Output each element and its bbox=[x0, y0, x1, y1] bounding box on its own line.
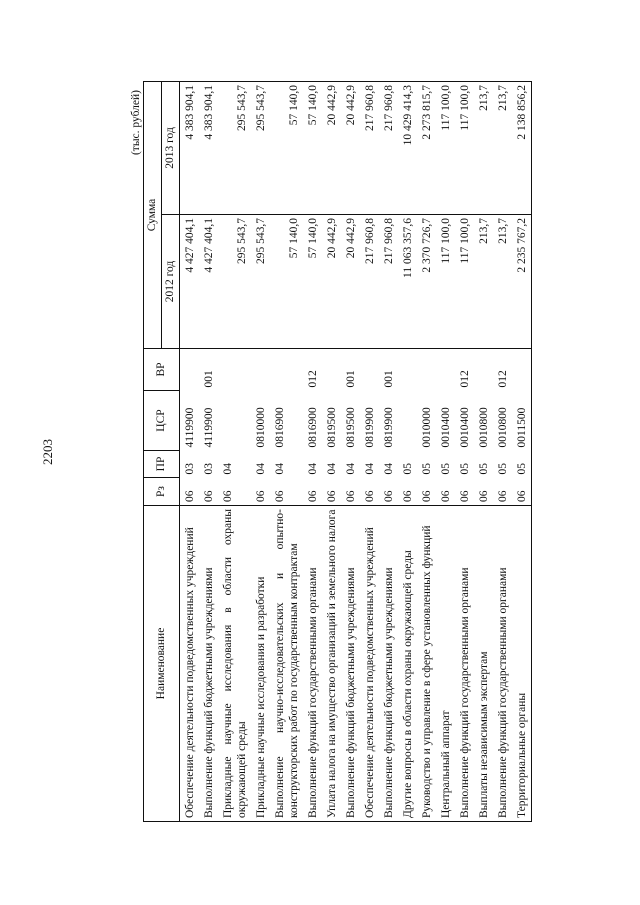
row-sum-2012: 295 543,7 bbox=[218, 215, 251, 349]
row-rz: 06 bbox=[270, 478, 303, 506]
row-sum-2012: 4 427 404,1 bbox=[199, 215, 218, 349]
row-vr: 012 bbox=[303, 349, 322, 391]
row-pr: 04 bbox=[326, 463, 338, 475]
row-sum-2012: 213,7 bbox=[474, 215, 493, 349]
col-header-2013: 2013 год bbox=[162, 81, 180, 214]
table-row bbox=[398, 81, 417, 821]
row-name: Другие вопросы в области охраны окружающей среды bbox=[398, 506, 417, 822]
table-row bbox=[379, 81, 398, 821]
row-rz: 06 bbox=[360, 478, 379, 506]
table-row bbox=[512, 81, 532, 821]
row-vr bbox=[251, 349, 270, 391]
col-header-vr: ВР bbox=[144, 349, 180, 391]
page-number: 2203 bbox=[40, 439, 55, 465]
row-sum-2012: 20 442,9 bbox=[322, 215, 341, 349]
row-vr bbox=[322, 349, 341, 391]
row-sum-2012: 213,7 bbox=[493, 215, 512, 349]
row-pr: 05 bbox=[440, 463, 452, 475]
row-sum-2013: 57 140,0 bbox=[303, 81, 322, 214]
row-name: Территориальные органы bbox=[512, 506, 532, 822]
row-pr: 05 bbox=[497, 463, 509, 475]
row-csr: 0010800 bbox=[497, 407, 509, 448]
table-row bbox=[180, 81, 200, 821]
row-pr: 04 bbox=[345, 463, 357, 475]
table-row bbox=[322, 81, 341, 821]
table-row bbox=[360, 81, 379, 821]
row-name: Выполнение функций бюджетными учреждениями bbox=[341, 506, 360, 822]
row-sum-2013: 217 960,8 bbox=[360, 81, 379, 214]
row-pr: 05 bbox=[459, 463, 471, 475]
row-csr: 0010000 bbox=[421, 407, 433, 448]
table-row bbox=[199, 81, 218, 821]
row-sum-2013: 20 442,9 bbox=[322, 81, 341, 214]
row-sum-2013: 117 100,0 bbox=[436, 81, 455, 214]
row-rz: 06 bbox=[436, 478, 455, 506]
row-sum-2013: 20 442,9 bbox=[341, 81, 360, 214]
row-sum-2012: 295 543,7 bbox=[251, 215, 270, 349]
row-rz: 06 bbox=[199, 478, 218, 506]
row-vr bbox=[512, 349, 532, 391]
row-sum-2013: 117 100,0 bbox=[455, 81, 474, 214]
row-rz: 06 bbox=[180, 478, 200, 506]
row-csr: 0810000 bbox=[255, 407, 267, 448]
budget-table bbox=[143, 81, 532, 822]
row-vr bbox=[218, 349, 251, 391]
row-name: Выполнение функций государственными органами bbox=[455, 506, 474, 822]
row-name: Обеспечение деятельности подведомственных учреждений bbox=[360, 506, 379, 822]
row-csr: 0819900 bbox=[383, 407, 395, 448]
row-vr bbox=[474, 349, 493, 391]
table-row bbox=[455, 81, 474, 821]
row-sum-2012: 117 100,0 bbox=[436, 215, 455, 349]
row-sum-2012: 57 140,0 bbox=[303, 215, 322, 349]
row-sum-2013: 10 429 414,3 bbox=[398, 81, 417, 214]
row-pr: 04 bbox=[255, 463, 267, 475]
row-sum-2012: 20 442,9 bbox=[341, 215, 360, 349]
row-rz: 06 bbox=[455, 478, 474, 506]
row-pr: 05 bbox=[402, 463, 414, 475]
row-rz: 06 bbox=[398, 478, 417, 506]
row-rz: 06 bbox=[303, 478, 322, 506]
row-vr: 001 bbox=[199, 349, 218, 391]
row-vr bbox=[398, 349, 417, 391]
row-name: Центральный аппарат bbox=[436, 506, 455, 822]
table-row bbox=[417, 81, 436, 821]
row-pr: 04 bbox=[383, 463, 395, 475]
row-name: Прикладные научные исследования в области охраны окружающей среды bbox=[218, 506, 251, 822]
row-name: Выполнение функций бюджетными учреждениями bbox=[199, 506, 218, 822]
row-rz: 06 bbox=[417, 478, 436, 506]
row-sum-2012: 2 235 767,2 bbox=[512, 215, 532, 349]
row-sum-2012: 4 427 404,1 bbox=[180, 215, 200, 349]
row-pr: 04 bbox=[274, 463, 286, 475]
row-csr: 4119900 bbox=[203, 407, 215, 448]
table-row bbox=[436, 81, 455, 821]
row-csr: 0011500 bbox=[512, 391, 532, 451]
table-row bbox=[341, 81, 360, 821]
row-csr bbox=[398, 391, 417, 451]
row-sum-2013: 295 543,7 bbox=[251, 81, 270, 214]
table-row bbox=[303, 81, 322, 821]
row-sum-2012: 11 063 357,6 bbox=[398, 215, 417, 349]
row-vr bbox=[270, 349, 303, 391]
table-body bbox=[180, 81, 532, 821]
row-name: Выполнение функций бюджетными учреждениями bbox=[379, 506, 398, 822]
row-csr bbox=[218, 391, 251, 451]
row-name: Выплаты независимым экспертам bbox=[474, 506, 493, 822]
table-row bbox=[270, 81, 303, 821]
row-name: Прикладные научные исследования и разработки bbox=[251, 506, 270, 822]
row-vr: 001 bbox=[379, 349, 398, 391]
row-name: Выполнение научно-исследовательских и опытно-конструкторских работ по государственным контрактам bbox=[270, 506, 303, 822]
row-vr: 012 bbox=[455, 349, 474, 391]
row-name: Уплата налога на имущество организаций и земельного налога bbox=[322, 506, 341, 822]
row-csr: 0819900 bbox=[364, 407, 376, 448]
row-sum-2013: 213,7 bbox=[493, 81, 512, 214]
row-vr: 012 bbox=[493, 349, 512, 391]
row-sum-2013: 2 138 856,2 bbox=[512, 81, 532, 214]
row-vr bbox=[180, 349, 200, 391]
row-pr: 03 bbox=[184, 463, 196, 475]
row-rz: 06 bbox=[341, 478, 360, 506]
row-name: Обеспечение деятельности подведомственных учреждений bbox=[180, 506, 200, 822]
row-sum-2013: 295 543,7 bbox=[218, 81, 251, 214]
row-pr: 04 bbox=[364, 463, 376, 475]
row-rz: 06 bbox=[493, 478, 512, 506]
row-rz: 06 bbox=[322, 478, 341, 506]
col-header-rz: Рз bbox=[144, 478, 180, 506]
col-header-pr: ПР bbox=[144, 451, 180, 478]
header-row bbox=[144, 81, 162, 821]
row-csr: 0819500 bbox=[326, 407, 338, 448]
row-pr: 05 bbox=[512, 451, 532, 478]
row-sum-2013: 4 383 904,1 bbox=[199, 81, 218, 214]
col-header-csr: ЦСР bbox=[144, 391, 180, 451]
row-csr: 4119900 bbox=[184, 407, 196, 448]
row-name: Выполнение функций государственными органами bbox=[303, 506, 322, 822]
row-csr: 0816900 bbox=[274, 407, 286, 448]
row-sum-2013: 213,7 bbox=[474, 81, 493, 214]
row-csr: 0010800 bbox=[478, 407, 490, 448]
row-sum-2012: 117 100,0 bbox=[455, 215, 474, 349]
table-row bbox=[493, 81, 512, 821]
row-sum-2012: 217 960,8 bbox=[360, 215, 379, 349]
row-rz: 06 bbox=[379, 478, 398, 506]
rotated-page bbox=[130, 82, 630, 822]
table-row bbox=[218, 81, 251, 821]
row-pr: 04 bbox=[307, 463, 319, 475]
row-rz: 06 bbox=[218, 478, 251, 506]
row-csr: 0010400 bbox=[459, 407, 471, 448]
row-rz: 06 bbox=[251, 478, 270, 506]
row-pr: 05 bbox=[478, 463, 490, 475]
row-sum-2012: 57 140,0 bbox=[270, 215, 303, 349]
row-rz: 06 bbox=[512, 478, 532, 506]
row-vr bbox=[360, 349, 379, 391]
row-sum-2012: 217 960,8 bbox=[379, 215, 398, 349]
row-pr: 03 bbox=[203, 463, 215, 475]
row-csr: 0819500 bbox=[345, 407, 357, 448]
col-header-2012: 2012 год bbox=[162, 215, 180, 349]
row-sum-2012: 2 370 726,7 bbox=[417, 215, 436, 349]
row-name: Выполнение функций государственными органами bbox=[493, 506, 512, 822]
row-vr bbox=[436, 349, 455, 391]
unit-label: (тыс. рублей) bbox=[130, 90, 142, 156]
col-header-name: Наименование bbox=[144, 506, 180, 822]
row-sum-2013: 57 140,0 bbox=[270, 81, 303, 214]
row-name: Руководство и управление в сфере установленных функций bbox=[417, 506, 436, 822]
row-vr bbox=[417, 349, 436, 391]
row-sum-2013: 2 273 815,7 bbox=[417, 81, 436, 214]
row-sum-2013: 4 383 904,1 bbox=[180, 81, 200, 214]
row-rz: 06 bbox=[474, 478, 493, 506]
row-pr: 05 bbox=[421, 463, 433, 475]
col-header-sum: Сумма bbox=[144, 81, 162, 348]
table-row bbox=[474, 81, 493, 821]
row-csr: 0010400 bbox=[440, 407, 452, 448]
row-sum-2013: 217 960,8 bbox=[379, 81, 398, 214]
row-vr: 001 bbox=[341, 349, 360, 391]
row-csr: 0816900 bbox=[307, 407, 319, 448]
table-row bbox=[251, 81, 270, 821]
row-pr: 04 bbox=[222, 463, 234, 475]
